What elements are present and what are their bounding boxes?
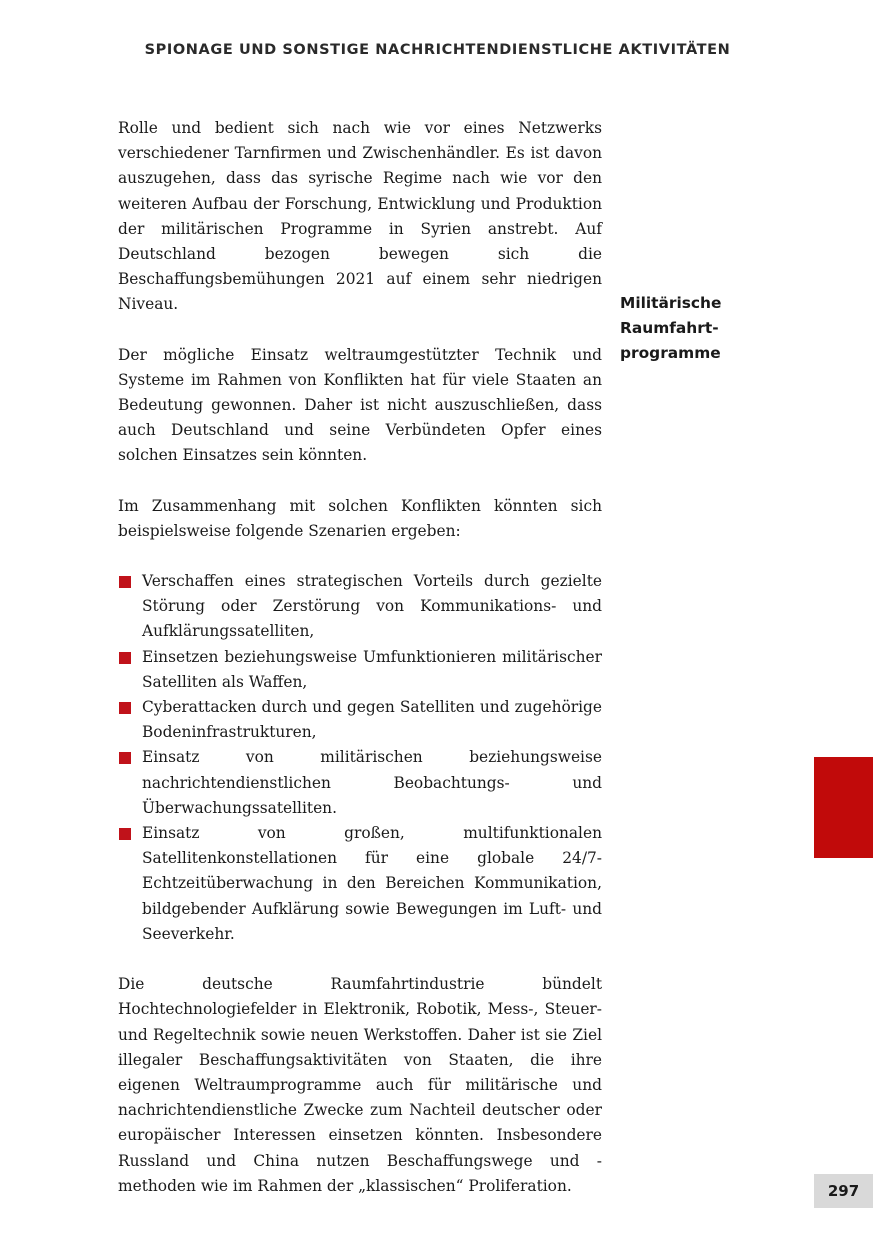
list-item	[118, 645, 602, 695]
list-item-text: Einsetzen beziehungsweise Umfunktionieren militärischer Satelliten als Waffen,	[142, 647, 602, 691]
list-item	[118, 695, 602, 745]
red-square-bullet-icon	[119, 652, 131, 664]
paragraph-space-technology-conflicts: Der mögliche Einsatz weltraumgestützter Technik und Systeme im Rahmen von Konflikten hat für viele Staaten an Bedeutung gewonnen. Daher ist nicht auszuschließen, dass auch Deutschland und seine Verbündeten Opfer eines solchen Einsatzes sein könnten.	[118, 345, 602, 465]
scenario-list	[118, 569, 602, 947]
list-item-text: Einsatz von militärischen beziehungsweise nachrichtendienstlichen Beobachtungs- und Überwachungssatelliten.	[142, 748, 602, 817]
page-number-label: 297	[827, 1182, 860, 1200]
red-square-bullet-icon	[119, 828, 131, 840]
running-header: SPIONAGE UND SONSTIGE NACHRICHTENDIENSTLICHE AKTIVITÄTEN	[144, 42, 731, 58]
paragraph-space-industry: Die deutsche Raumfahrtindustrie bündelt Hochtechnologiefelder in Elektronik, Robotik, Mess-, Steuer- und Regeltechnik sowie neuen Werkstoffen. Daher ist sie Ziel illegaler Beschaffungsaktivitäten von Staaten, die ihre eigenen Weltraumprogramme auch für militärische und nachrichtendienstliche Zwecke zum Nachteil deutscher oder europäischer Interessen einsetzen könnten. Insbesondere Russland und China nutzen Beschaffungswege und -methoden wie im Rahmen der „klassischen“ Proliferation.	[118, 975, 602, 1195]
red-square-bullet-icon	[119, 702, 131, 714]
list-item	[118, 821, 602, 947]
paragraph-syria-procurement: Rolle und bedient sich nach wie vor eines Netzwerks verschiedener Tarnfirmen und Zwischenhändler. Es ist davon auszugehen, dass das syrische Regime nach wie vor den weiteren Aufbau der Forschung, Entwicklung und Produktion der militärischen Programme in Syrien anstrebt. Auf Deutschland bezogen bewegen sich die Beschaffungsbemühungen 2021 auf einem sehr niedrigen Niveau.	[118, 119, 602, 314]
list-item-text: Einsatz von großen, multifunktionalen Satellitenkonstellationen für eine globale 24/7-Echtzeitüberwachung in den Bereichen Kommunikation, bildgebender Aufklärung sowie Bewegungen im Luft- und Seeverkehr.	[142, 824, 602, 943]
page-number	[814, 1174, 873, 1208]
list-item-text: Cyberattacken durch und gegen Satelliten und zugehörige Bodeninfrastrukturen,	[142, 698, 602, 742]
main-text-column	[118, 116, 602, 1199]
red-square-bullet-icon	[119, 752, 131, 764]
chapter-tab-marker	[814, 757, 873, 858]
margin-heading-military-space-programs: Militärische Raumfahrtprogramme	[620, 294, 722, 363]
list-item-text: Verschaffen eines strategischen Vorteils durch gezielte Störung oder Zerstörung von Kommunikations- und Aufklärungssatelliten,	[142, 572, 602, 641]
list-item	[118, 745, 602, 821]
red-square-bullet-icon	[119, 576, 131, 588]
list-item	[118, 569, 602, 645]
paragraph-scenarios-intro: Im Zusammenhang mit solchen Konflikten könnten sich beispielsweise folgende Szenarien ergeben:	[118, 496, 602, 540]
